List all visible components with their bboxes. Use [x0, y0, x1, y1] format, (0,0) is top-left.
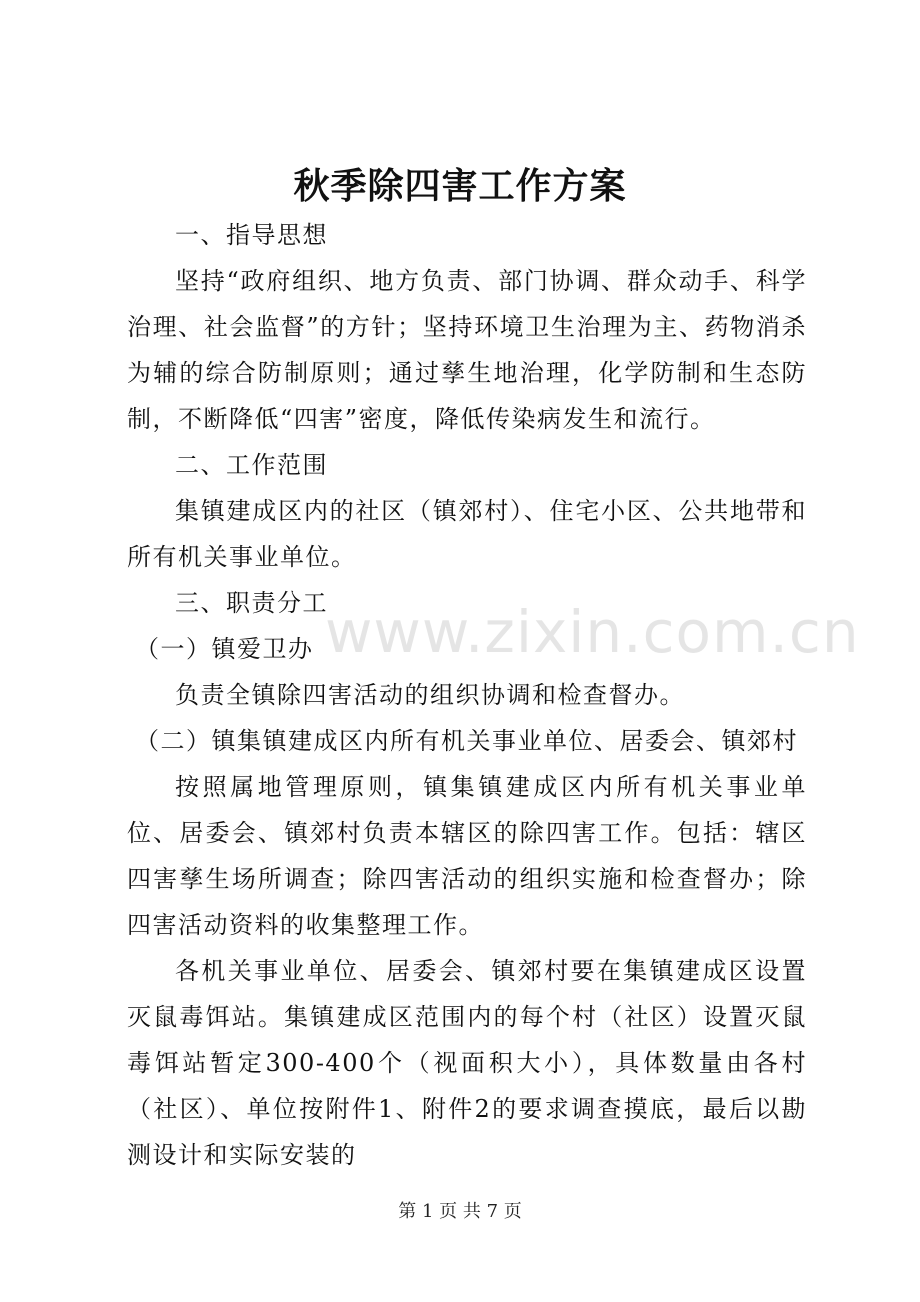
- paragraph-scope: 集镇建成区内的社区（镇郊村）、住宅小区、公共地带和所有机关事业单位。: [127, 497, 807, 571]
- section-heading-scope: 二、工作范围: [175, 451, 328, 479]
- paragraph-territorial-management: 按照属地管理原则，镇集镇建成区内所有机关事业单位、居委会、镇郊村负责本辖区的除四害工作。包括：辖区四害孳生场所调查；除四害活动的组织实施和检查督办；除四害活动资料的收集整理工作。: [127, 773, 807, 939]
- subheading-health-office: （一）镇爱卫办: [135, 635, 314, 663]
- paragraph-health-office: 负责全镇除四害活动的组织协调和检查督办。: [175, 681, 685, 709]
- paragraph-principles: 坚持“政府组织、地方负责、部门协调、群众动手、科学治理、社会监督”的方针；坚持环境卫生治理为主、药物消杀为辅的综合防制原则；通过孳生地治理，化学防制和生态防制，不断降低“四害”密度，降低传染病发生和流行。: [127, 267, 807, 433]
- watermark: www.zixin.com.cn: [325, 598, 860, 666]
- page-footer: 第 1 页 共 7 页: [398, 1201, 522, 1222]
- document-title: 秋季除四害工作方案: [293, 165, 627, 207]
- section-heading-responsibilities: 三、职责分工: [175, 589, 328, 617]
- paragraph-bait-stations: 各机关事业单位、居委会、镇郊村要在集镇建成区设置灭鼠毒饵站。集镇建成区范围内的每个村（社区）设置灭鼠毒饵站暂定300-400个（视面积大小），具体数量由各村（社区）、单位按附件1、附件2的要求调查摸底，最后以勘测设计和实际安装的: [127, 957, 807, 1169]
- document-body: [127, 212, 807, 1178]
- section-heading-guiding-ideology: 一、指导思想: [175, 221, 328, 249]
- subheading-institutions: （二）镇集镇建成区内所有机关事业单位、居委会、镇郊村: [135, 727, 798, 755]
